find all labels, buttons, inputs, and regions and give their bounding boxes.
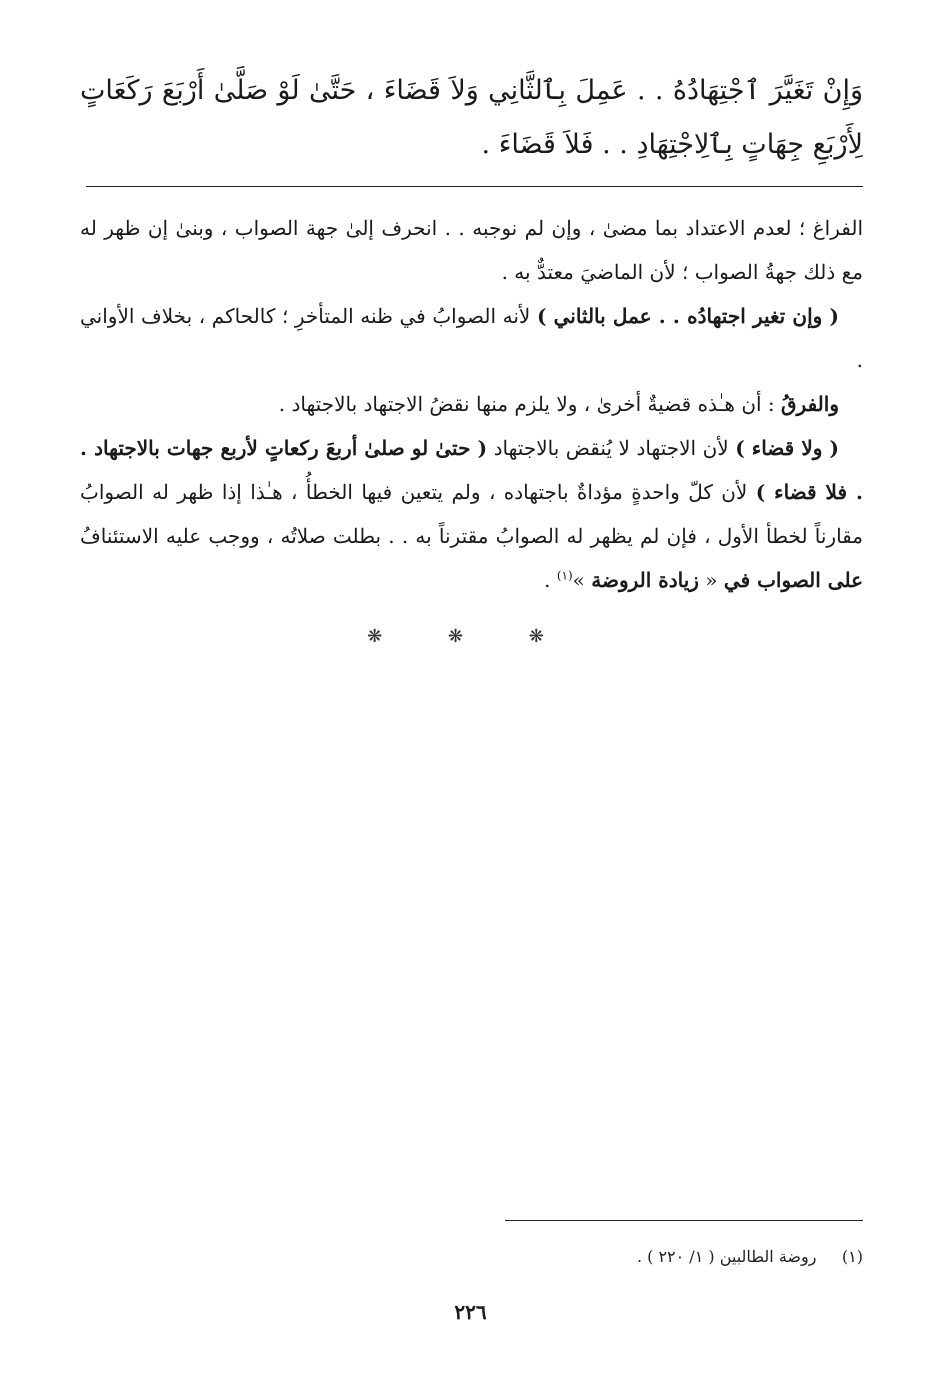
commentary-text: الفراغ ؛ لعدم الاعتداد بما مضىٰ ، وإن لم نوجبه . . انحرف إلىٰ جهة الصواب ، وبنىٰ إن ظهر له مع ذلك جهةُ الصواب ؛ لأن الماضيَ معتدٌّ به . [80, 216, 863, 284]
commentary-text: » [572, 568, 592, 592]
matn-text-block [80, 64, 863, 172]
commentary-paragraph-3 [80, 382, 863, 426]
commentary-text: « [698, 568, 724, 592]
footnote-text: روضة الطالبين ( ١/ ٢٢٠ ) . [636, 1247, 817, 1266]
page-number: ٢٢٦ [454, 1300, 487, 1324]
footnote-marker: (١) [556, 568, 573, 583]
term-label: والفرقُ [781, 392, 839, 416]
commentary-text: لأن الاجتهاد لا يُنقض بالاجتهاد [487, 436, 736, 460]
commentary-block [80, 206, 863, 602]
commentary-paragraph-2 [80, 294, 863, 382]
emphasis-text: على الصواب في [723, 568, 863, 592]
commentary-text: . [544, 568, 557, 592]
commentary-paragraph-1 [80, 206, 863, 294]
quoted-matn: ( ولا قضاء ) [735, 436, 839, 460]
matn-paragraph: وَإِنْ تَغَيَّرَ ٱجْتِهَادُهُ . . عَمِلَ بِٱلثَّانِي وَلاَ قَضَاءَ ، حَتَّىٰ لَوْ صَلَّىٰ أَرْبَعَ رَكَعَاتٍ لِأَرْبَعِ جِهَاتٍ بِٱلِاجْتِهَادِ . . فَلاَ قَضَاءَ . [80, 75, 863, 160]
commentary-text: لأنه الصوابُ في ظنه المتأخرِ ؛ كالحاكم ، بخلاف الأواني . [80, 304, 863, 372]
footnote-number: (١) [841, 1247, 863, 1266]
commentary-text: : أن هـٰذه قضيةٌ أخرىٰ ، ولا يلزم منها نقضُ الاجتهاد بالاجتهاد . [278, 392, 782, 416]
footnote [637, 1244, 863, 1270]
quoted-matn: ( حتىٰ لو صلىٰ أربعَ ركعاتٍ لأربع جهات بالاجتهاد . . فلا قضاء ) [80, 436, 863, 504]
quoted-matn: ( وإن تغير اجتهادُه . . عمل بالثاني ) [536, 304, 840, 328]
commentary-text: لأن كلّ واحدةٍ مؤداةٌ باجتهاده ، ولم يتعين فيها الخطأُ ، هـٰذا إذا ظهر له الصوابُ مقارناً لخطأ الأول ، فإن لم يظهر له الصوابُ مقترناً به . . بطلت صلاتُه ، ووجب عليه الاستئنافُ [80, 480, 863, 548]
commentary-paragraph-4 [80, 426, 863, 602]
book-reference: زيادة الروضة [591, 568, 699, 592]
footnote-divider [505, 1220, 863, 1221]
section-separator: ❋ ❋ ❋ [367, 626, 574, 647]
matn-divider [86, 186, 863, 187]
